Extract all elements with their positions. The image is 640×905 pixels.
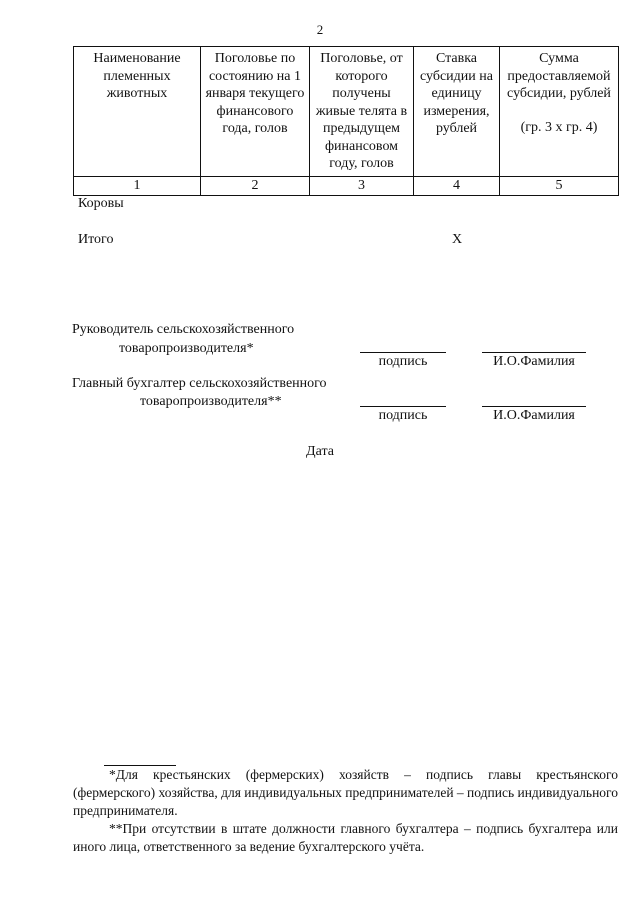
footnote-accountant: **При отсутствии в штате должности главного бухгалтера – подпись бухгалтера или иного лица, ответственного за ведение бухгалтерского учёта. xyxy=(73,821,618,854)
column-number-row xyxy=(74,176,619,195)
column-number: 1 xyxy=(74,176,201,195)
accountant-signature-line xyxy=(360,406,446,407)
column-number: 5 xyxy=(500,176,619,195)
header-subsidy-sum xyxy=(500,47,619,177)
head-signature-caption: подпись xyxy=(378,354,428,369)
head-name-line xyxy=(482,352,586,353)
header-subsidy-formula: (гр. 3 х гр. 4) xyxy=(520,119,598,135)
column-number: 4 xyxy=(414,176,500,195)
date-label: Дата xyxy=(306,444,334,459)
accountant-title-line1: Главный бухгалтер сельскохозяйственного xyxy=(72,376,327,391)
footnote-head: *Для крестьянских (фермерских) хозяйств – подпись главы крестьянского (фермерского) хозяйства, для индивидуальных предпринимателей – подпись индивидуального предпринимателя. xyxy=(73,767,618,818)
column-number: 2 xyxy=(201,176,310,195)
header-herd-calves: Поголовье, от которого получены живые телята в предыдущем финансовом году, голов xyxy=(310,47,414,177)
accountant-signature-caption: подпись xyxy=(378,408,428,423)
head-title-line1: Руководитель сельскохозяйственного xyxy=(72,322,295,337)
subsidy-table xyxy=(73,46,619,196)
head-name-caption: И.О.Фамилия xyxy=(493,354,575,369)
column-number: 3 xyxy=(310,176,414,195)
accountant-name-line xyxy=(482,406,586,407)
accountant-name-caption: И.О.Фамилия xyxy=(493,408,575,423)
header-subsidy-rate: Ставка субсидии на единицу измерения, рублей xyxy=(414,47,500,177)
table-header-row xyxy=(74,47,619,177)
row-label-cows: Коровы xyxy=(78,196,124,211)
row-label-total: Итого xyxy=(78,232,114,247)
header-herd-start-year: Поголовье по состоянию на 1 января текущего финансового года, голов xyxy=(201,47,310,177)
accountant-title-line2: товаропроизводителя** xyxy=(140,394,282,409)
head-signature-line xyxy=(360,352,446,353)
header-animal-name: Наименование племенных животных xyxy=(74,47,201,177)
total-cross-mark: Х xyxy=(452,232,463,247)
header-subsidy-sum-label: Сумма предоставляемой субсидии, рублей xyxy=(507,51,611,101)
page-number: 2 xyxy=(316,22,324,37)
head-title-line2: товаропроизводителя* xyxy=(119,341,254,356)
